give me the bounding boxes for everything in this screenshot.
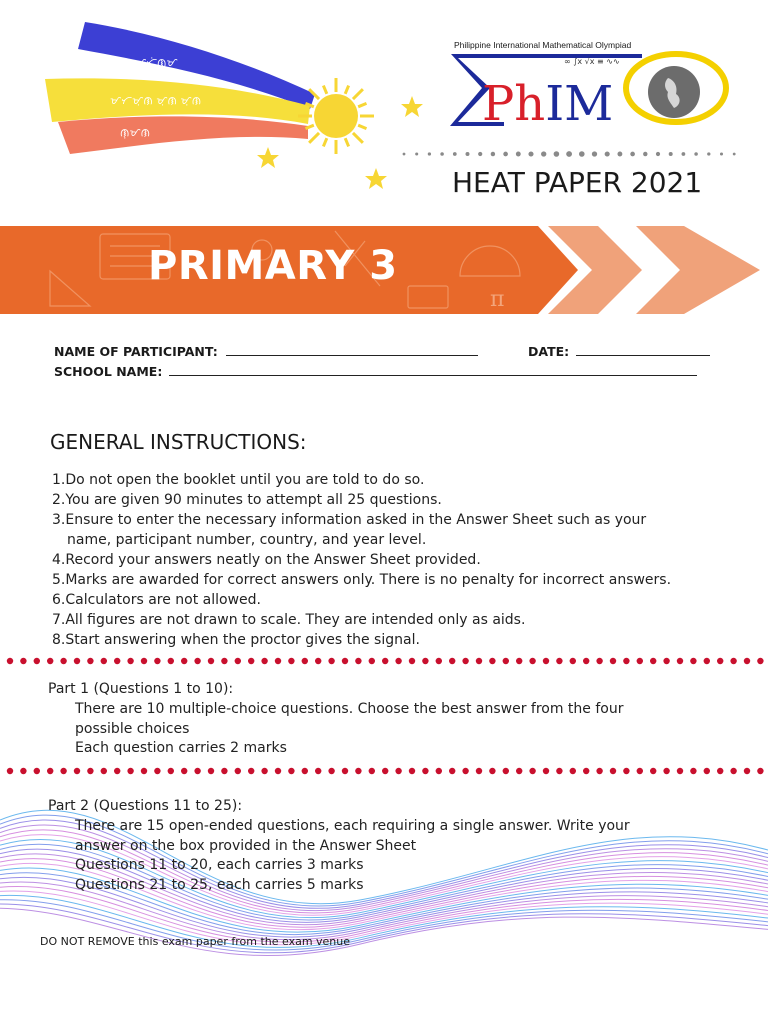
red-dot (663, 768, 669, 774)
red-dot (717, 658, 723, 664)
formula-strip: ∞ ∫x √x ≡ ∿∿ (564, 57, 620, 66)
gray-dot (528, 151, 533, 156)
school-colon: : (157, 364, 163, 379)
red-dot (60, 768, 66, 774)
gray-dot (694, 152, 698, 156)
sun-ray (323, 138, 326, 146)
red-dot (288, 658, 294, 664)
school-label: SCHOOL NAME (54, 364, 158, 379)
red-dot (235, 658, 241, 664)
gray-dot (720, 152, 723, 155)
gray-dot (707, 152, 710, 155)
sun-ray (353, 89, 363, 99)
red-dot (476, 658, 482, 664)
red-dot (114, 768, 120, 774)
red-dot (543, 658, 549, 664)
sun-ray (358, 125, 366, 128)
red-dot (248, 768, 254, 774)
red-dot (610, 768, 616, 774)
star-icon (401, 96, 423, 117)
sun-ray (345, 86, 348, 94)
logo-wordmark: PhIM (482, 76, 614, 130)
chevron-icon (636, 226, 760, 314)
red-dot (302, 658, 308, 664)
red-dot (168, 658, 174, 664)
sun-ray (309, 133, 319, 143)
red-dot (529, 768, 535, 774)
instruction-item: 1.Do not open the booklet until you are told to do so. (52, 472, 425, 488)
gray-dot (643, 152, 647, 156)
red-dot (543, 768, 549, 774)
red-dot (436, 768, 442, 774)
red-dot (704, 658, 710, 664)
part2-line: Questions 21 to 25, each carries 5 marks (75, 877, 364, 894)
red-dot (436, 658, 442, 664)
red-dot (489, 658, 495, 664)
red-dot (181, 768, 187, 774)
red-dot (87, 658, 93, 664)
gray-dot (440, 152, 444, 156)
red-dot (328, 768, 334, 774)
part1-line: Each question carries 2 marks (75, 740, 287, 757)
red-dot (20, 768, 26, 774)
red-dot (395, 768, 401, 774)
red-dot (744, 658, 750, 664)
red-dot (127, 768, 133, 774)
red-dot (730, 658, 736, 664)
red-dot (516, 768, 522, 774)
red-dot (275, 768, 281, 774)
instruction-item: 3.Ensure to enter the necessary information asked in the Answer Sheet such as your name, participant number, country, and year level. (52, 510, 752, 550)
date-colon: : (564, 344, 570, 359)
red-dot (87, 768, 93, 774)
red-dot (168, 768, 174, 774)
date-field (528, 344, 710, 359)
red-dot (489, 768, 495, 774)
red-dot (154, 658, 160, 664)
gray-dot (566, 151, 572, 157)
red-dot (422, 768, 428, 774)
red-dot (395, 658, 401, 664)
red-dot (570, 768, 576, 774)
gray-dot (592, 151, 597, 156)
part1-heading: Part 1 (Questions 1 to 10): (48, 681, 234, 697)
red-dot (101, 658, 107, 664)
sun-ray (353, 133, 363, 143)
red-dot (650, 768, 656, 774)
red-dot (382, 658, 388, 664)
instruction-item-continuation: name, participant number, country, and year level. (67, 532, 427, 548)
instruction-item: 5.Marks are awarded for correct answers only. There is no penalty for incorrect answers. (52, 572, 672, 588)
footer-note: DO NOT REMOVE this exam paper from the exam venue (40, 935, 351, 948)
sun-ray (323, 86, 326, 94)
red-dot (462, 768, 468, 774)
red-dot (248, 658, 254, 664)
red-dot (409, 768, 415, 774)
participant-field (54, 344, 478, 359)
sun-icon (298, 78, 374, 154)
red-dot (556, 658, 562, 664)
red-dot (355, 658, 361, 664)
red-dot (690, 658, 696, 664)
red-dot (221, 658, 227, 664)
red-dot (127, 658, 133, 664)
red-dot (141, 658, 147, 664)
red-dot (757, 768, 763, 774)
part2-line: There are 15 open-ended questions, each requiring a single answer. Write your (75, 817, 630, 834)
red-dot (663, 658, 669, 664)
red-dot (7, 658, 13, 664)
gray-dot (630, 152, 635, 157)
star-icon (365, 168, 387, 189)
part1-line: possible choices (75, 720, 190, 737)
red-dot (583, 768, 589, 774)
red-dot (235, 768, 241, 774)
instruction-item: 8.Start answering when the proctor gives the signal. (52, 632, 420, 648)
red-dot (382, 768, 388, 774)
red-dot (449, 768, 455, 774)
red-dot (650, 658, 656, 664)
red-dot (449, 658, 455, 664)
gray-dot (453, 152, 457, 156)
red-dot (570, 658, 576, 664)
red-dot (60, 658, 66, 664)
logo-caption: Philippine International Mathematical Olympiad (454, 40, 632, 50)
red-dot (141, 768, 147, 774)
red-dot (744, 768, 750, 774)
red-dot (596, 658, 602, 664)
red-dot (34, 768, 40, 774)
participant-label: NAME OF PARTICIPANT: (54, 344, 218, 359)
red-dot (717, 768, 723, 774)
red-dot (261, 768, 267, 774)
red-dot (114, 658, 120, 664)
red-dot (181, 658, 187, 664)
part1-section (48, 680, 623, 759)
part2-line: Questions 11 to 20, each carries 3 marks (75, 857, 364, 874)
gray-dot (656, 152, 660, 156)
red-dot (637, 768, 643, 774)
dot-divider (400, 148, 750, 160)
instructions-heading: GENERAL INSTRUCTIONS: (50, 430, 307, 454)
school-name-line[interactable] (169, 364, 697, 376)
date-line[interactable] (576, 344, 710, 356)
red-dot (74, 768, 80, 774)
red-dot (315, 658, 321, 664)
red-dot (221, 768, 227, 774)
red-dot-divider (0, 766, 768, 776)
svg-text:π: π (490, 287, 505, 312)
part1-line: There are 10 multiple-choice questions. Choose the best answer from the four (75, 700, 624, 717)
paper-title: HEAT PAPER 2021 (452, 166, 703, 199)
red-dot (757, 658, 763, 664)
date-label: DATE (528, 344, 565, 359)
part2-section (48, 797, 630, 896)
red-dot (47, 658, 53, 664)
red-dot (677, 658, 683, 664)
red-dot (302, 768, 308, 774)
red-dot (342, 768, 348, 774)
red-dot (355, 768, 361, 774)
sun-ray (358, 103, 366, 106)
red-dot (315, 768, 321, 774)
red-dot (503, 768, 509, 774)
gray-dot (478, 152, 482, 156)
gray-dot (491, 152, 495, 156)
red-dot (342, 658, 348, 664)
red-dot (194, 768, 200, 774)
red-dot (704, 768, 710, 774)
red-dot (462, 658, 468, 664)
gray-dot (554, 151, 560, 157)
red-dot (288, 768, 294, 774)
gray-dot (541, 151, 546, 156)
red-dot (623, 658, 629, 664)
star-icon (257, 147, 279, 168)
gray-dot (415, 152, 418, 155)
red-dot (47, 768, 53, 774)
part2-heading: Part 2 (Questions 11 to 25): (48, 798, 243, 814)
red-dot (194, 658, 200, 664)
red-dot (637, 658, 643, 664)
instruction-item: 6.Calculators are not allowed. (52, 592, 261, 608)
gray-dot (403, 153, 406, 156)
instruction-item: 2.You are given 90 minutes to attempt all 25 questions. (52, 492, 442, 508)
red-dot (20, 658, 26, 664)
red-dot (74, 658, 80, 664)
red-dot-divider (0, 656, 768, 666)
red-dot (516, 658, 522, 664)
gray-dot (579, 151, 585, 157)
phimo-logo (446, 40, 746, 130)
flag-ribbon-art (40, 14, 440, 194)
red-dot (154, 768, 160, 774)
gray-dot (428, 152, 431, 155)
red-dot (503, 658, 509, 664)
coral-ribbon (58, 116, 308, 154)
red-dot (275, 658, 281, 664)
red-dot (730, 768, 736, 774)
gray-dot (733, 153, 736, 156)
red-dot (328, 658, 334, 664)
red-dot (369, 658, 375, 664)
red-dot (422, 658, 428, 664)
red-dot (529, 658, 535, 664)
school-field (54, 364, 697, 379)
red-dot (101, 768, 107, 774)
red-dot (208, 768, 214, 774)
gray-dot (669, 152, 673, 156)
instructions-list (52, 470, 752, 650)
gray-dot (466, 152, 470, 156)
gray-dot (503, 152, 508, 157)
red-dot (208, 658, 214, 664)
part2-line: answer on the box provided in the Answer Sheet (75, 837, 417, 854)
red-dot (690, 768, 696, 774)
ribbon-script-2: ᜋᜆᜋᜓᜈ ᜋᜓᜈ ᜋᜓᜈ (110, 94, 202, 107)
sun-ray (345, 138, 348, 146)
instruction-item: 4.Record your answers neatly on the Answer Sheet provided. (52, 552, 481, 568)
red-dot (556, 768, 562, 774)
gray-dot (617, 152, 622, 157)
gray-dot (682, 152, 686, 156)
red-dot (261, 658, 267, 664)
participant-name-line[interactable] (226, 344, 478, 356)
red-dot (610, 658, 616, 664)
red-dot (34, 658, 40, 664)
level-title: PRIMARY 3 (148, 243, 398, 289)
red-dot (409, 658, 415, 664)
red-dot (596, 768, 602, 774)
instruction-item: 7.All figures are not drawn to scale. They are intended only as aids. (52, 612, 526, 628)
red-dot (583, 658, 589, 664)
ribbon-script-1: ᜋᜆᜒᜈᜓᜋ (135, 56, 178, 69)
red-dot (677, 768, 683, 774)
ribbon-script-3: ᜈᜓᜋᜈ (120, 126, 151, 139)
red-dot (623, 768, 629, 774)
red-dot (476, 768, 482, 774)
red-dot (7, 768, 13, 774)
gray-dot (516, 152, 521, 157)
gray-dot (605, 151, 610, 156)
red-dot (369, 768, 375, 774)
sun-ray (306, 125, 314, 128)
